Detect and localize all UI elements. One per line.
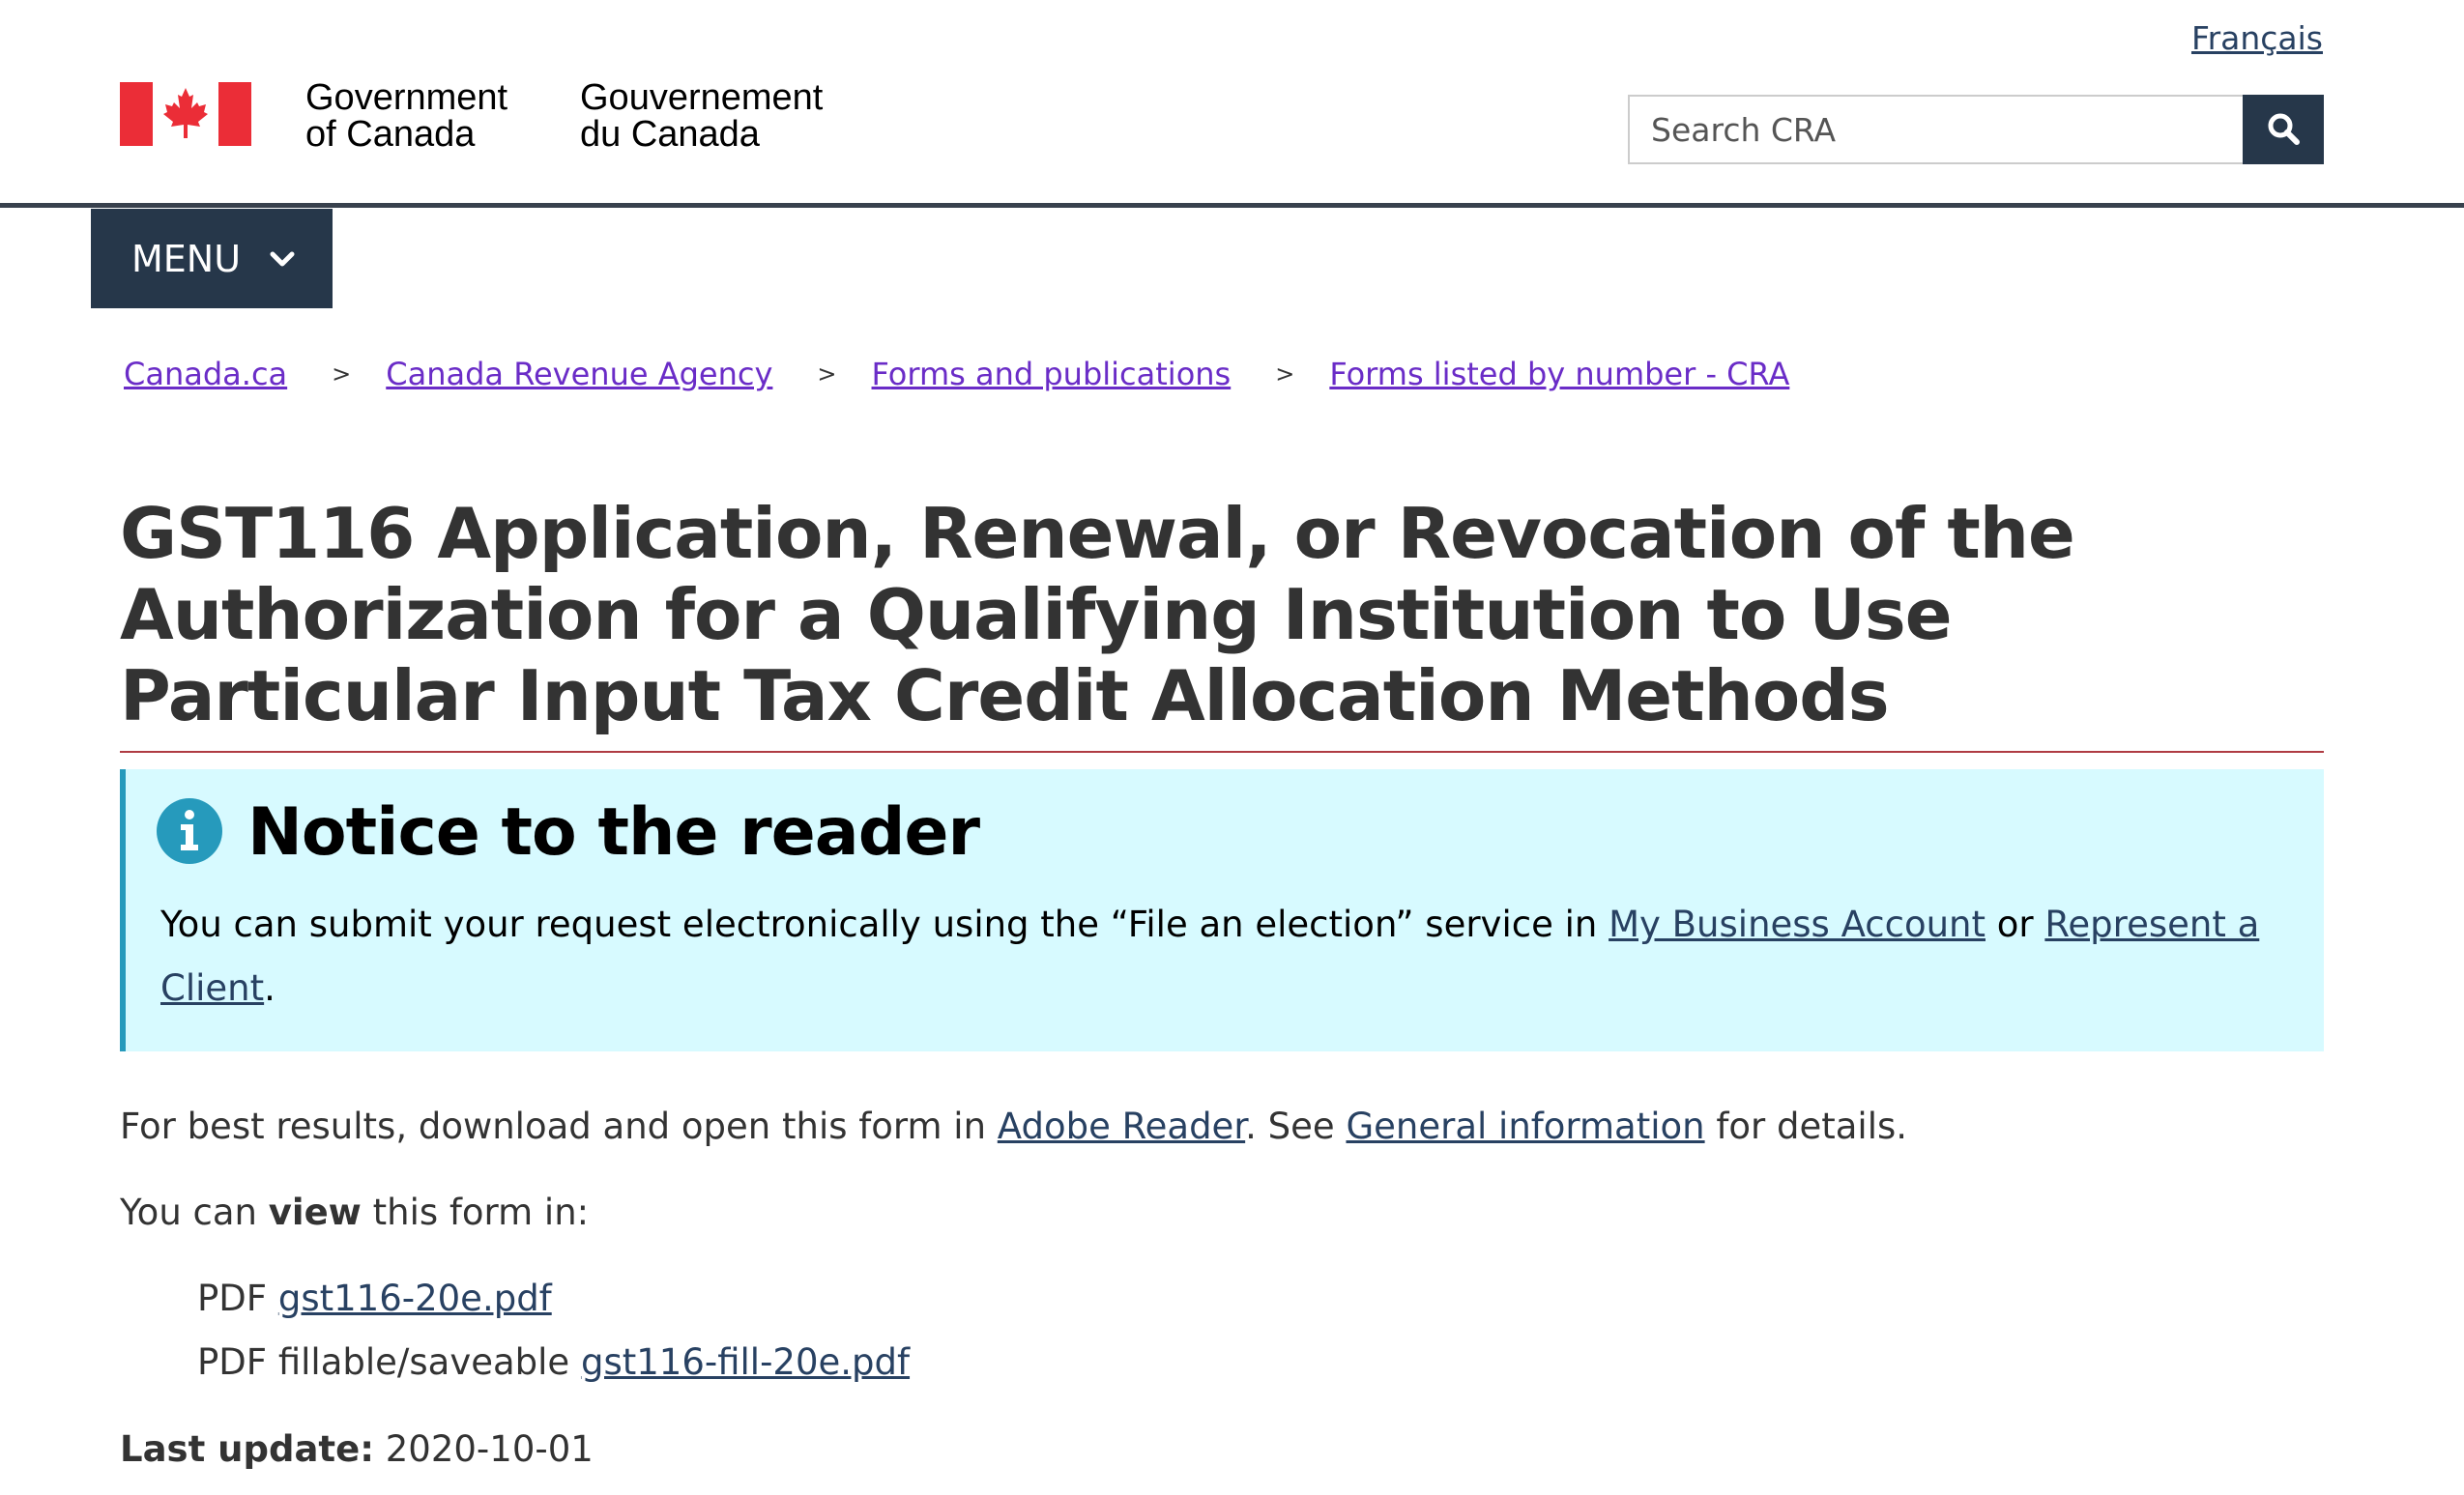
government-of-canada-signature[interactable] — [120, 79, 851, 153]
last-update-date: 2020-10-01 — [385, 1428, 594, 1470]
breadcrumb-forms-publications[interactable]: Forms and publications — [871, 356, 1232, 392]
signature-english: Government of Canada — [305, 77, 508, 155]
header-divider — [0, 203, 2464, 208]
menu-button[interactable] — [91, 209, 333, 308]
adobe-reader-link[interactable]: Adobe Reader — [997, 1106, 1246, 1147]
signature-french: Gouvernement du Canada — [580, 77, 824, 155]
info-icon — [155, 796, 224, 870]
my-business-account-link[interactable]: My Business Account — [1609, 904, 1986, 945]
search-icon — [2267, 112, 2300, 148]
notice-panel — [120, 769, 2324, 1051]
pdf-download-link[interactable]: gst116-20e.pdf — [277, 1278, 552, 1319]
notice-heading-row — [155, 794, 979, 871]
breadcrumb-canada[interactable]: Canada.ca — [124, 356, 288, 392]
canada-flag-icon — [120, 82, 251, 146]
file-item-fillable-pdf: PDF fillable/saveable gst116-fill-20e.pdf — [197, 1341, 911, 1383]
chevron-down-icon — [270, 250, 295, 268]
search-input[interactable] — [1628, 95, 2243, 164]
notice-heading: Notice to the reader — [247, 794, 980, 871]
search-form — [1628, 95, 2324, 164]
breadcrumb-separator: > — [1275, 360, 1295, 388]
breadcrumb-forms-by-number[interactable]: Forms listed by number - CRA — [1329, 356, 1790, 392]
fillable-pdf-download-link[interactable]: gst116-fill-20e.pdf — [580, 1341, 911, 1383]
breadcrumb-cra[interactable]: Canada Revenue Agency — [386, 356, 773, 392]
language-toggle-link[interactable]: Français — [2190, 19, 2323, 57]
last-update-label: Last update: — [120, 1428, 374, 1470]
last-update — [120, 1428, 594, 1470]
represent-a-client-link[interactable]: Represent a Client — [160, 904, 2260, 1009]
best-results-text: For best results, download and open this form in Adobe Reader. See General information for details. — [120, 1106, 1908, 1147]
file-item-pdf: PDF gst116-20e.pdf — [197, 1278, 552, 1319]
menu-label: MENU — [131, 237, 242, 280]
title-underline — [120, 751, 2324, 753]
notice-text: You can submit your request electronically using the “File an election” service in My Business Account or Represent a Client. — [160, 904, 2260, 1009]
breadcrumb-separator: > — [817, 360, 837, 388]
breadcrumb-separator: > — [332, 360, 352, 388]
search-button[interactable] — [2243, 95, 2324, 164]
general-information-link[interactable]: General information — [1346, 1106, 1705, 1147]
breadcrumb — [124, 356, 1789, 392]
view-form-text: You can view this form in: — [120, 1192, 590, 1233]
page-title: GST116 Application, Renewal, or Revocation of the Authorization for a Qualifying Institution to Use Particular Input Tax Credit Allocation Methods — [120, 493, 2074, 736]
